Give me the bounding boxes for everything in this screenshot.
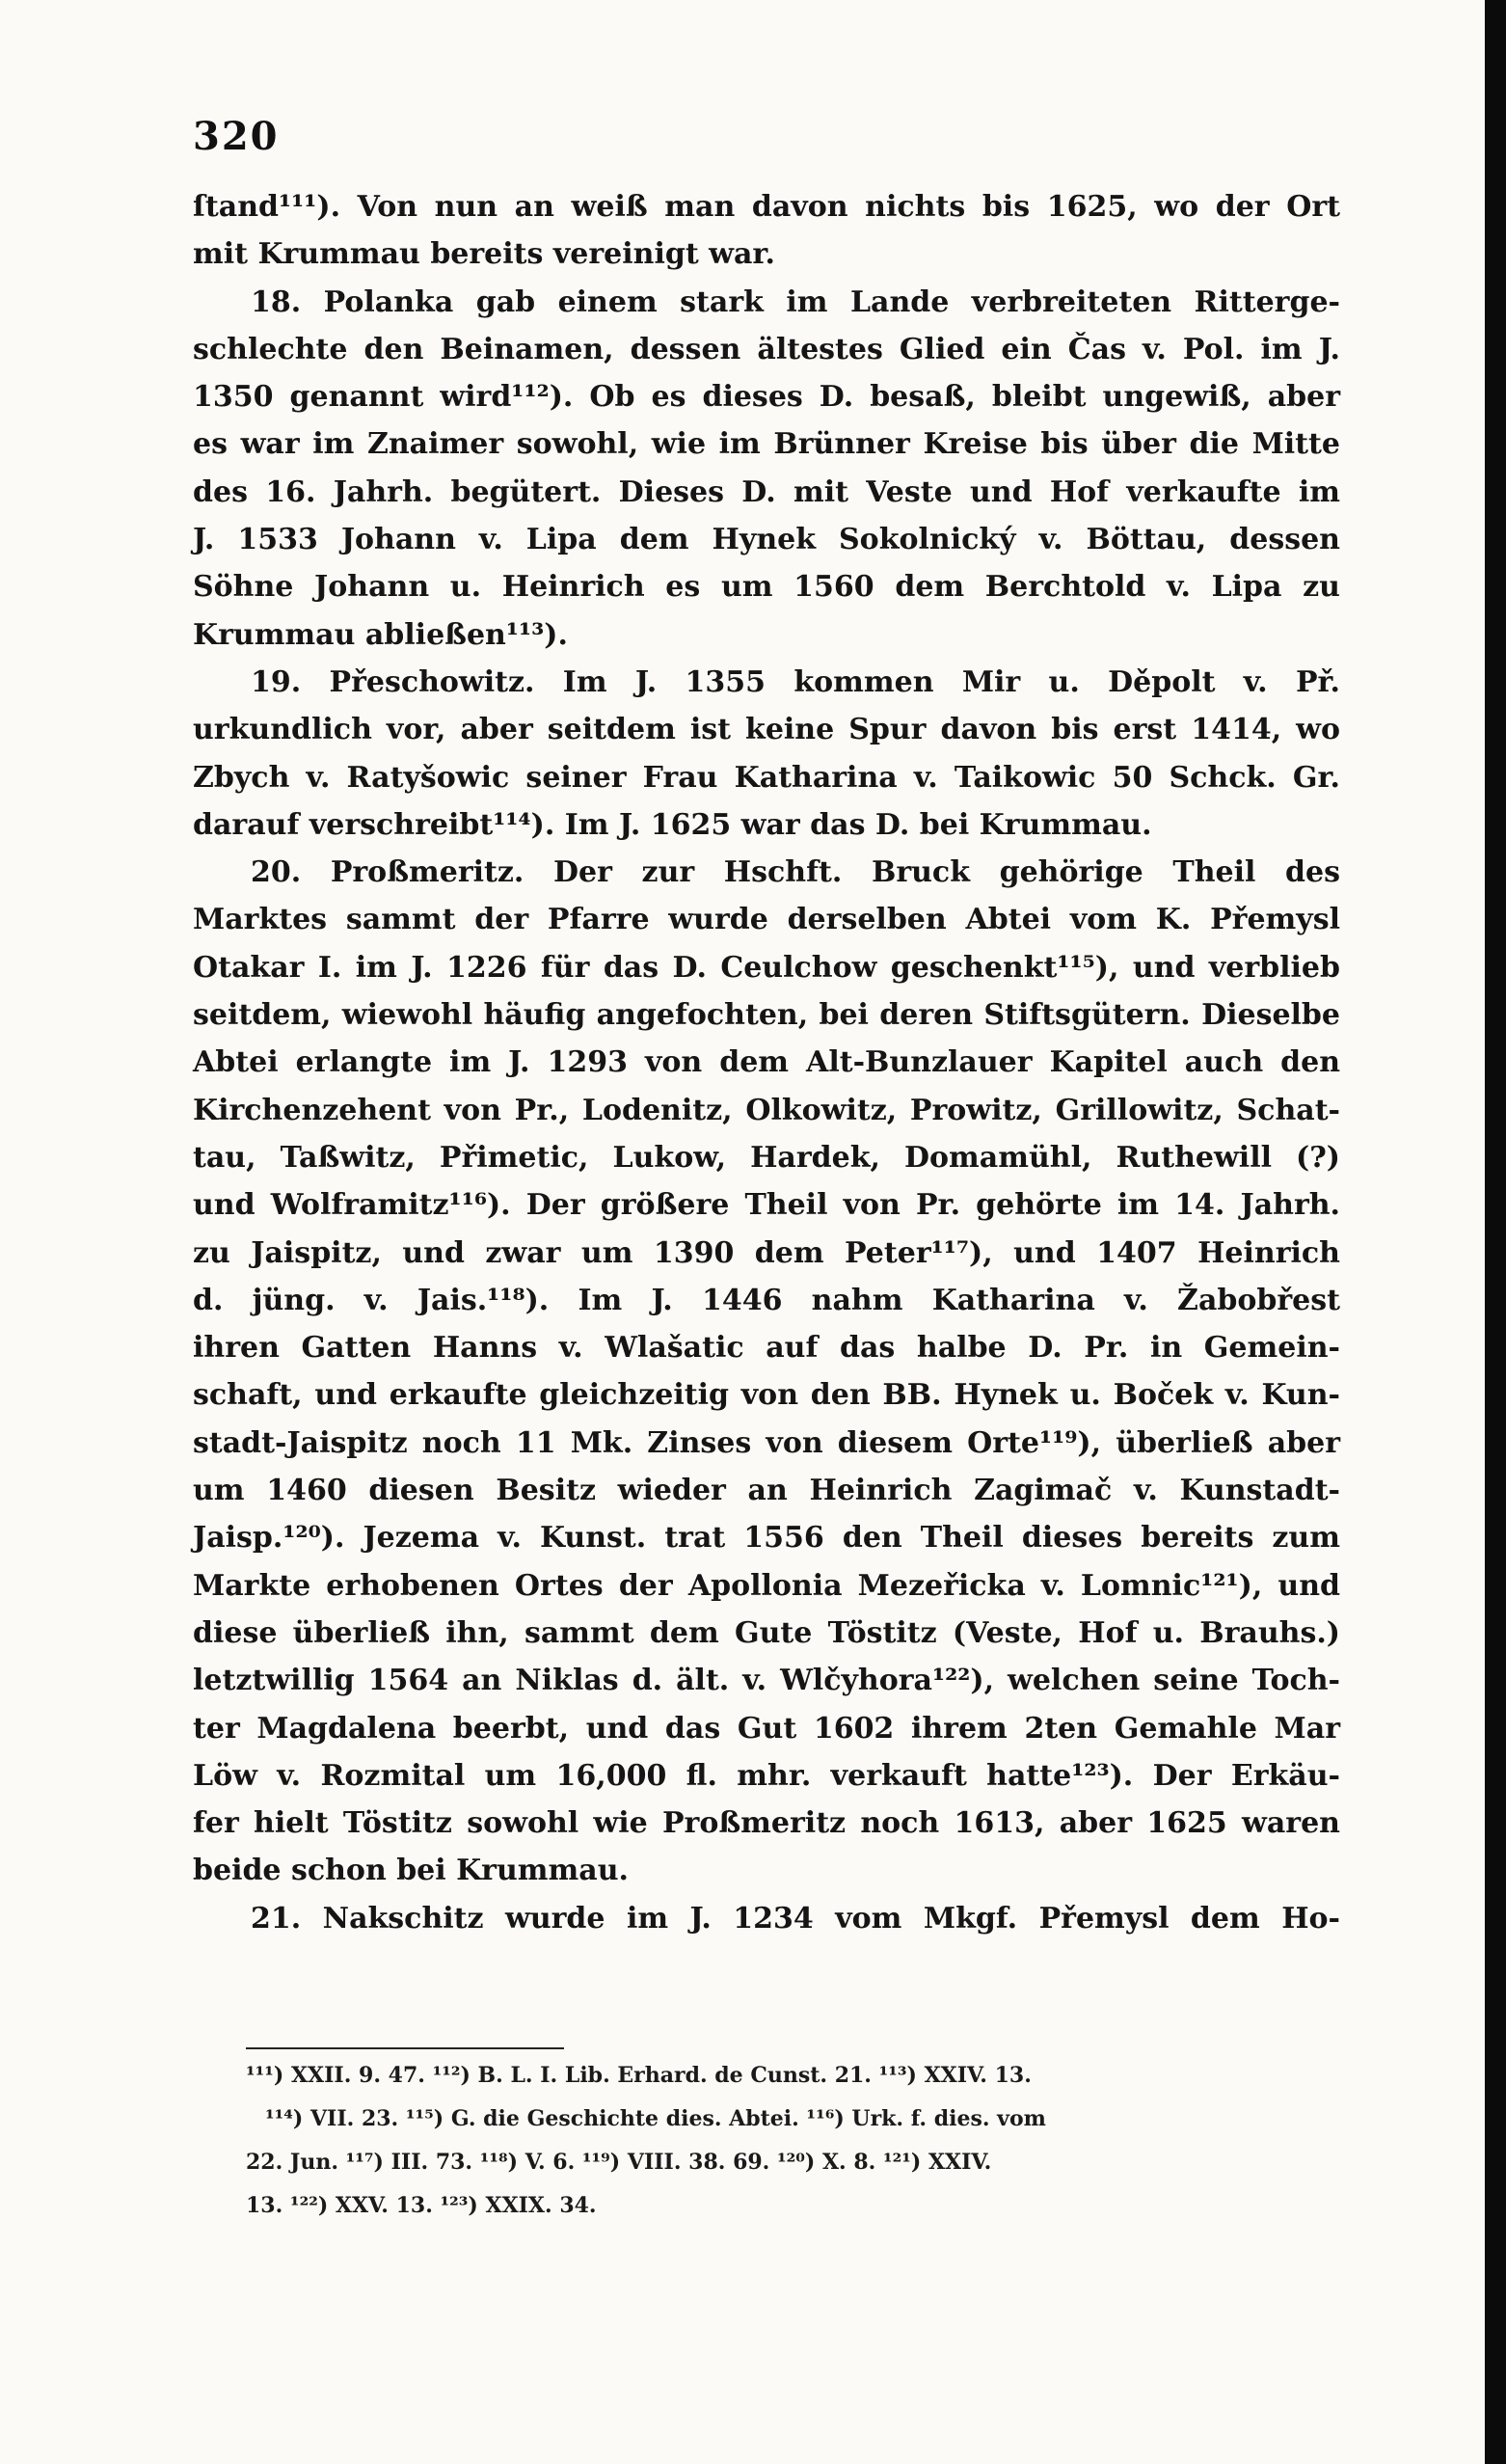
footnote-divider xyxy=(246,2047,564,2049)
text-line: ihren Gatten Hanns v. Wlašatic auf das halbe D. Pr. in Gemein- xyxy=(193,1331,1340,1366)
page-edge-shadow xyxy=(1485,0,1506,2464)
text-line: 18. Polanka gab einem stark im Lande verbreiteten Ritterge- xyxy=(251,284,1340,319)
text-line: diese überließ ihn, sammt dem Gute Töstitz (Veste, Hof u. Brauhs.) xyxy=(193,1615,1340,1650)
text-line: und Wolframitz¹¹⁶). Der größere Theil von Pr. gehörte im 14. Jahrh. xyxy=(193,1188,1340,1223)
text-line: ter Magdalena beerbt, und das Gut 1602 ihrem 2ten Gemahle Mar xyxy=(193,1711,1340,1746)
text-line: Jaisp.¹²⁰). Jezema v. Kunst. trat 1556 den Theil dieses bereits zum xyxy=(193,1521,1340,1556)
text-line: zu Jaispitz, und zwar um 1390 dem Peter¹¹⁷), und 1407 Heinrich xyxy=(193,1235,1340,1270)
footnote-line: 22. Jun. ¹¹⁷) III. 73. ¹¹⁸) V. 6. ¹¹⁹) VIII. 38. 69. ¹²⁰) X. 8. ¹²¹) XXIV. xyxy=(246,2150,992,2175)
text-line: darauf verschreibt¹¹⁴). Im J. 1625 war das D. bei Krummau. xyxy=(193,807,1152,842)
text-line: 20. Proßmeritz. Der zur Hschft. Bruck gehörige Theil des xyxy=(251,855,1340,890)
text-line: stadt-Jaispitz noch 11 Mk. Zinses von diesem Orte¹¹⁹), überließ aber xyxy=(193,1425,1340,1460)
text-line: mit Krummau bereits vereinigt war. xyxy=(193,237,775,272)
body-text xyxy=(193,183,1340,1942)
text-line: ſtand¹¹¹). Von nun an weiß man davon nichts bis 1625, wo der Ort xyxy=(193,190,1340,224)
text-line: Löw v. Rozmital um 16,000 fl. mhr. verkauft hatte¹²³). Der Erkäu- xyxy=(193,1758,1340,1793)
text-line: Markte erhobenen Ortes der Apollonia Mezeřicka v. Lomnic¹²¹), und xyxy=(193,1568,1340,1603)
footnote-line: ¹¹¹) XXII. 9. 47. ¹¹²) B. L. I. Lib. Erhard. de Cunst. 21. ¹¹³) XXIV. 13. xyxy=(246,2063,1032,2088)
text-line: Kirchenzehent von Pr., Lodenitz, Olkowitz, Prowitz, Grillowitz, Schat- xyxy=(193,1093,1340,1127)
text-line: um 1460 diesen Besitz wieder an Heinrich Zagimač v. Kunstadt- xyxy=(193,1474,1340,1508)
text-line: Krummau abließen¹¹³). xyxy=(193,617,568,652)
text-line: tau, Taßwitz, Přimetic, Lukow, Hardek, Domamühl, Ruthewill (?) xyxy=(193,1140,1340,1175)
text-line: urkundlich vor, aber seitdem ist keine Spur davon bis erst 1414, wo xyxy=(193,713,1340,747)
text-line: schlechte den Beinamen, dessen ältestes Glied ein Čas v. Pol. im J. xyxy=(193,332,1340,366)
text-line: schaft, und erkaufte gleichzeitig von den BB. Hynek u. Boček v. Kun- xyxy=(193,1378,1340,1413)
text-line: d. jüng. v. Jais.¹¹⁸). Im J. 1446 nahm Katharina v. Žabobřest xyxy=(193,1283,1340,1317)
text-line: letztwillig 1564 an Niklas d. ält. v. Wlčyhora¹²²), welchen seine Toch- xyxy=(193,1664,1340,1698)
text-line: 21. Nakschitz wurde im J. 1234 vom Mkgf. Přemysl dem Ho- xyxy=(251,1901,1340,1936)
text-line: seitdem, wiewohl häufig angefochten, bei deren Stiftsgütern. Dieselbe xyxy=(193,998,1340,1033)
text-line: beide schon bei Krummau. xyxy=(193,1854,629,1888)
text-line: Otakar I. im J. 1226 für das D. Ceulchow geschenkt¹¹⁵), und verblieb xyxy=(193,950,1340,985)
text-line: Zbych v. Ratyšowic seiner Frau Katharina v. Taikowic 50 Schck. Gr. xyxy=(193,760,1340,795)
text-line: es war im Znaimer sowohl, wie im Brünner Kreise bis über die Mitte xyxy=(193,427,1340,462)
footnote-line: ¹¹⁴) VII. 23. ¹¹⁵) G. die Geschichte dies. Abtei. ¹¹⁶) Urk. f. dies. vom xyxy=(265,2106,1046,2131)
footnotes xyxy=(246,2054,1340,2228)
text-line: Söhne Johann u. Heinrich es um 1560 dem Berchtold v. Lipa zu xyxy=(193,570,1340,605)
text-line: des 16. Jahrh. begütert. Dieses D. mit Veste und Hof verkaufte im xyxy=(193,474,1340,509)
footnote-line: 13. ¹²²) XXV. 13. ¹²³) XXIX. 34. xyxy=(246,2193,597,2218)
text-line: fer hielt Töstitz sowohl wie Proßmeritz noch 1613, aber 1625 waren xyxy=(193,1806,1340,1841)
page-number: 320 xyxy=(193,114,280,159)
text-line: 19. Přeschowitz. Im J. 1355 kommen Mir u. Děpolt v. Př. xyxy=(251,664,1340,699)
text-line: 1350 genannt wird¹¹²). Ob es dieses D. besaß, bleibt ungewiß, aber xyxy=(193,380,1340,415)
text-line: J. 1533 Johann v. Lipa dem Hynek Sokolnický v. Böttau, dessen xyxy=(193,523,1340,557)
text-line: Marktes sammt der Pfarre wurde derselben Abtei vom K. Přemysl xyxy=(193,903,1340,937)
text-line: Abtei erlangte im J. 1293 von dem Alt-Bunzlauer Kapitel auch den xyxy=(193,1045,1340,1080)
